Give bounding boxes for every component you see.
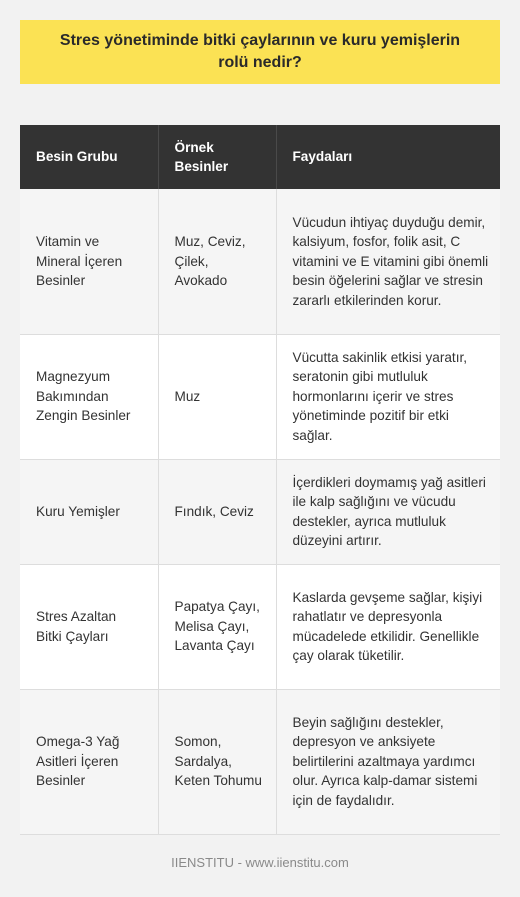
footer-credit: IIENSTITU - www.iienstitu.com bbox=[171, 855, 349, 870]
page-title: Stres yönetiminde bitki çaylarının ve kuru yemişlerin rolü nedir? bbox=[59, 32, 461, 71]
table-row bbox=[20, 189, 500, 334]
cell-food-group: Stres Azaltan Bitki Çayları bbox=[20, 564, 158, 689]
cell-examples: Fındık, Ceviz bbox=[158, 459, 276, 564]
cell-benefits: İçerdikleri doymamış yağ asitleri ile kalp sağlığını ve vücudu destekler, ayrıca mutluluk düzeyini artırır. bbox=[276, 459, 500, 564]
nutrition-table bbox=[20, 125, 500, 835]
table-header-row bbox=[20, 125, 500, 189]
cell-food-group: Omega-3 Yağ Asitleri İçeren Besinler bbox=[20, 689, 158, 834]
header-ornek-besinler: Örnek Besinler bbox=[158, 125, 276, 189]
cell-benefits: Vücudun ihtiyaç duyduğu demir, kalsiyum, fosfor, folik asit, C vitamini ve E vitamini gibi önemli besin öğelerini sağlar ve stresin zararlı etkilerinden korur. bbox=[276, 189, 500, 334]
table-row bbox=[20, 334, 500, 459]
cell-food-group: Kuru Yemişler bbox=[20, 459, 158, 564]
cell-examples: Muz bbox=[158, 334, 276, 459]
title-banner bbox=[20, 20, 500, 84]
table-row bbox=[20, 459, 500, 564]
cell-food-group: Vitamin ve Mineral İçeren Besinler bbox=[20, 189, 158, 334]
cell-examples: Somon, Sardalya, Keten Tohumu bbox=[158, 689, 276, 834]
cell-examples: Muz, Ceviz, Çilek, Avokado bbox=[158, 189, 276, 334]
cell-benefits: Beyin sağlığını destekler, depresyon ve anksiyete belirtilerini azaltmaya yardımcı olur. Ayrıca kalp-damar sistemi için de faydalıdır. bbox=[276, 689, 500, 834]
header-faydalari: Faydaları bbox=[276, 125, 500, 189]
table-row bbox=[20, 564, 500, 689]
cell-benefits: Vücutta sakinlik etkisi yaratır, seratonin gibi mutluluk hormonlarını içerir ve stres yönetiminde pozitif bir etki sağlar. bbox=[276, 334, 500, 459]
table-row bbox=[20, 689, 500, 834]
cell-examples: Papatya Çayı, Melisa Çayı, Lavanta Çayı bbox=[158, 564, 276, 689]
header-besin-grubu: Besin Grubu bbox=[20, 125, 158, 189]
cell-benefits: Kaslarda gevşeme sağlar, kişiyi rahatlatır ve depresyonla mücadelede etkilidir. Genellikle çay olarak tüketilir. bbox=[276, 564, 500, 689]
cell-food-group: Magnezyum Bakımından Zengin Besinler bbox=[20, 334, 158, 459]
